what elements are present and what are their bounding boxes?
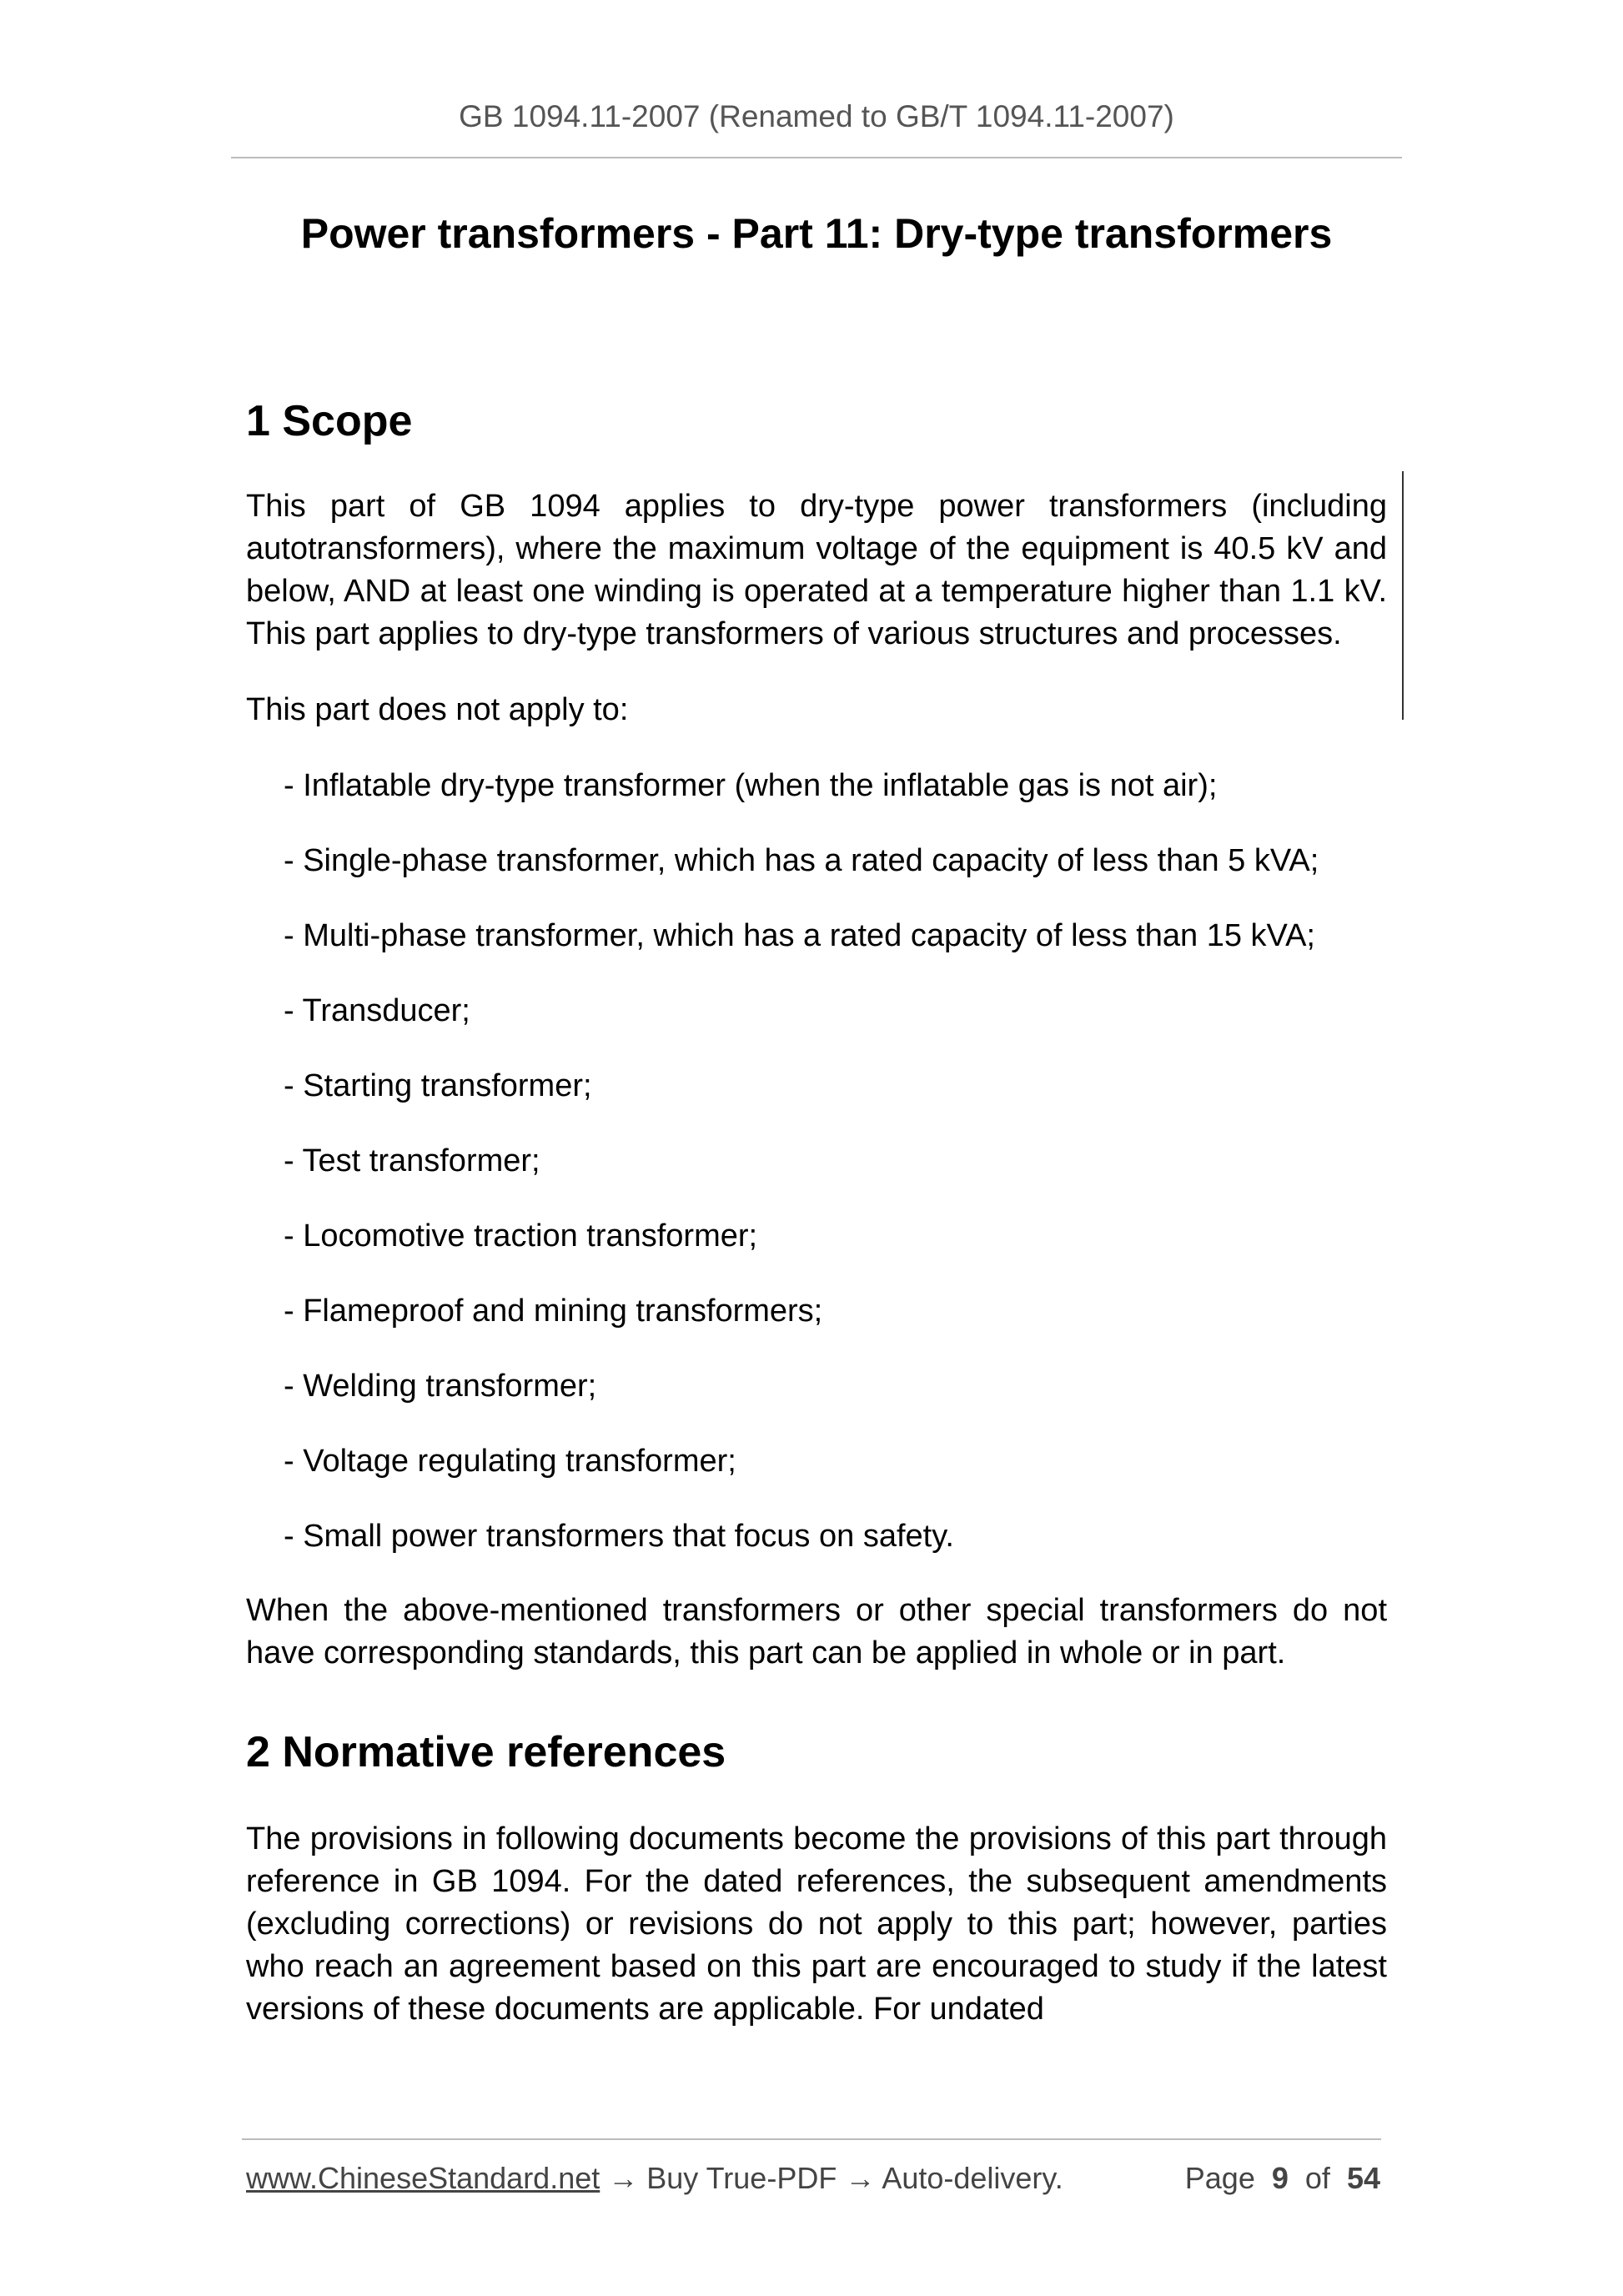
list-item: - Welding transformer; [284,1369,597,1404]
scope-paragraph-applicability: This part of GB 1094 applies to dry-type power transformers (including autotransformers), where the maximum voltage of the equipment is 40.5 kV and below, AND at least one winding is operated at a temperature higher than 1.1 kV. This part applies to dry-type transformers of various structures and processes. [246,489,1387,651]
header-divider [231,157,1402,158]
list-item: - Starting transformer; [284,1068,592,1103]
page-header: GB 1094.11-2007 (Renamed to GB/T 1094.11-2007) [459,99,1174,133]
footer-divider [242,2138,1381,2140]
list-item: - Locomotive traction transformer; [284,1218,758,1254]
scope-paragraph-exclusions-intro: This part does not apply to: [246,692,629,727]
list-item: - Transducer; [284,993,470,1028]
list-item: - Multi-phase transformer, which has a rated capacity of less than 15 kVA; [284,918,1315,953]
list-item: - Flameproof and mining transformers; [284,1294,823,1329]
page-label: Page [1184,2161,1255,2195]
footer-tagline: → Buy True-PDF → Auto-delivery. [600,2161,1063,2195]
section-heading-normative-references: 2 Normative references [246,1728,726,1776]
page-indicator [1185,2158,1380,2198]
of-label: of [1304,2161,1330,2195]
revision-change-bar [1402,471,1404,720]
section-heading-scope: 1 Scope [246,397,413,445]
references-paragraph: The provisions in following documents become the provisions of this part through reference in GB 1094. For the dated references, the subsequent amendments (excluding corrections) or revisions do not apply to this part; however, parties who reach an agreement based on this part are encouraged to study if the latest versions of these documents are applicable. For undated [246,1821,1387,2027]
list-item: - Small power transformers that focus on safety. [284,1519,954,1554]
scope-paragraph-special-transformers: When the above-mentioned transformers or other special transformers do not have corresponding standards, this part can be applied in whole or in part. [246,1593,1387,1671]
total-page-count: 54 [1346,2161,1380,2195]
current-page-number: 9 [1271,2161,1289,2195]
document-body [246,392,1387,2031]
document-title: Power transformers - Part 11: Dry-type transformers [300,210,1333,257]
page-footer [246,2158,1380,2198]
list-item: - Voltage regulating transformer; [284,1444,736,1479]
exclusions-list [246,765,1387,1558]
list-item: - Inflatable dry-type transformer (when the inflatable gas is not air); [284,768,1218,803]
site-link[interactable]: www.ChineseStandard.net [246,2161,600,2195]
list-item: - Single-phase transformer, which has a rated capacity of less than 5 kVA; [284,843,1319,878]
list-item: - Test transformer; [284,1143,540,1178]
